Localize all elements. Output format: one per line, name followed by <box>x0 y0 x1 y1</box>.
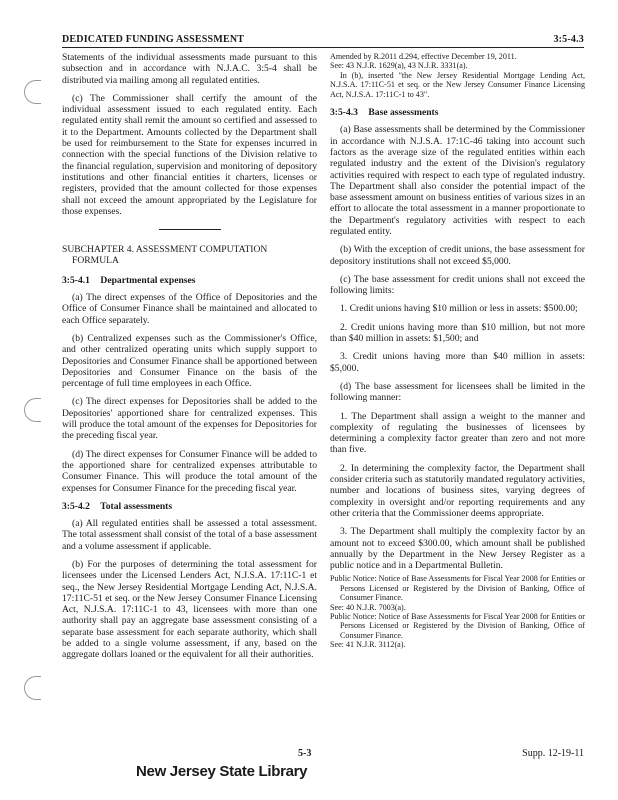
section-heading <box>62 501 317 512</box>
supplement-date: Supp. 12-19-11 <box>522 748 584 759</box>
paragraph: (d) The base assessment for licensees shall be limited in the following manner: <box>330 380 585 404</box>
paragraph: (b) For the purposes of determining the total assessment for licensees under the Licensed Lenders Act, N.J.S.A. 17:11C-1 et seq., the New Jersey Residential Mortgage Lending Act, N.J.S.A. 17:11C-51 et seq. or the New Jersey Consumer Finance Licensing Act, N.J.S.A. 17:11C-1 to 43, licensees with more than one authority shall pay an aggregate base assessment consisting of a separate base assessment for each separate authority, which shall be added to a single volume assessment, if any, based on the aggregate dollars loaned or the equivalent for all their authorities. <box>62 558 317 661</box>
paragraph: (c) The Commissioner shall certify the amount of the individual assessment issued to each regulated entity. Each regulated entity shall remit the amount so certified and assessed to it to the Department. Amounts collected by the Department shall be used for reimbursement to the State for expenses incurred in connection with the special functions of the Division relative to the financial regulation, supervision and monitoring of depository institutions and other financial entities it charters, licenses or registers, provided that the amount collected for those expenses shall not exceed the amount appropriated by the Legislature for those expenses. <box>62 92 317 217</box>
public-notice: Public Notice: Notice of Base Assessments for Fiscal Year 2008 for Entities or Persons Licensed or Registered by the Division of Banking, Office of Consumer Finance. <box>330 612 585 640</box>
punch-hole-mark <box>24 80 41 104</box>
section-heading <box>330 107 585 118</box>
paragraph: (a) The direct expenses of the Office of Depositories and the Office of Consumer Finance shall be maintained and allocated to each Office separately. <box>62 292 317 326</box>
right-column <box>330 52 585 650</box>
punch-hole-mark <box>24 676 41 700</box>
section-title: Total assessments <box>100 500 173 512</box>
history-note: See: 43 N.J.R. 1629(a), 43 N.J.R. 3331(a). <box>330 61 468 71</box>
left-column <box>62 52 317 668</box>
list-item: 1. Credit unions having $10 million or less in assets: $500.00; <box>340 303 578 315</box>
history-note: Amended by R.2011 d.294, effective December 19, 2011. <box>330 52 517 61</box>
subchapter-heading <box>62 244 317 267</box>
paragraph: (b) Centralized expenses such as the Commissioner's Office, and other centralized operating units which supply support to Depositories and Consumer Finance shall be apportioned between Depositories and Consumer Finance on the basis of the percentage of full time employees in each Office. <box>62 332 317 390</box>
paragraph: (a) Base assessments shall be determined by the Commissioner in accordance with N.J.S.A. 17:1C-46 taking into account such factors as the average size of the regulated entities within each regulated industry and the extent of the Division's regulatory activities required with respect to each type of regulated industry. The Department shall also consider the potential impact of the base assessment amount on business entities of various sizes in an effort to allocate the total assessment in a manner proportionate to the Department's regulatory activities with respect to each regulated entity. <box>330 124 585 237</box>
punch-hole-mark <box>24 398 41 422</box>
subchapter-title-cont: FORMULA <box>72 255 119 267</box>
list-item: 3. The Department shall multiply the complexity factor by an amount not to exceed $300.00, which amount shall be published annually by the Department in the New Jersey Register as a public notice and in a Departmental Bulletin. <box>330 526 585 572</box>
public-notice: Public Notice: Notice of Base Assessments for Fiscal Year 2008 for Entities or Persons Licensed or Registered by the Division of Banking, Office of Consumer Finance. <box>330 574 585 603</box>
header-title: DEDICATED FUNDING ASSESSMENT <box>62 34 245 45</box>
section-number: 3:5-4.1 <box>62 274 90 286</box>
library-watermark: New Jersey State Library <box>136 763 308 780</box>
running-header <box>62 34 584 48</box>
list-item: 2. In determining the complexity factor, the Department shall consider criteria such as statutorily mandated regulatory activities, number and locations of business sites, varying degrees of complexity in oversight and/or reporting requirements and any other criteria that the Commissioner deems appropriate. <box>330 462 585 519</box>
paragraph: (d) The direct expenses for Consumer Finance will be added to the apportioned share for centralized expenses attributable to Consumer Finance. This will produce the total amount of the expenses for Consumer Finance for the preceding fiscal year. <box>62 448 317 494</box>
section-divider <box>159 229 221 230</box>
paragraph: (c) The base assessment for credit unions shall not exceed the following limits: <box>330 273 585 297</box>
section-title: Departmental expenses <box>100 274 196 286</box>
paragraph: (b) With the exception of credit unions, the base assessment for depository institutions shall not exceed $5,000. <box>330 244 585 267</box>
paragraph: Statements of the individual assessments made pursuant to this subsection and in accordance with N.J.A.C. 3:5-4 shall be distributed via mailing among all regulated entities. <box>62 52 317 86</box>
section-title: Base assessments <box>368 107 439 119</box>
history-note: In (b), inserted "the New Jersey Residential Mortgage Lending Act, N.J.S.A. 17:11C-51 et seq. or the New Jersey Consumer Finance Licensing Act, N.J.S.A. 17:11C-1 to 43". <box>330 70 585 99</box>
list-item: 2. Credit unions having more than $10 million, but not more than $40 million in assets: $1,500; and <box>330 321 585 345</box>
public-notice-citation: See: 40 N.J.R. 7003(a). <box>330 602 406 612</box>
subchapter-title: SUBCHAPTER 4. ASSESSMENT COMPUTATION <box>62 244 268 256</box>
paragraph: (c) The direct expenses for Depositories shall be added to the Depositories' apportioned share for centralized expenses. This will produce the total amount of the expenses for Depositories for the preceding fiscal year. <box>62 396 317 442</box>
section-heading <box>62 275 317 286</box>
section-number: 3:5-4.3 <box>330 107 358 119</box>
list-item: 1. The Department shall assign a weight to the manner and complexity of regulating the businesses of licensees by determining a complexity factor greater than zero and not more than five. <box>330 410 585 456</box>
page-number: 5-3 <box>298 748 312 759</box>
list-item: 3. Credit unions having more than $40 million in assets: $5,000. <box>330 351 585 374</box>
section-number: 3:5-4.2 <box>62 500 90 512</box>
public-notice-citation: See: 41 N.J.R. 3112(a). <box>330 640 406 650</box>
paragraph: (a) All regulated entities shall be assessed a total assessment. The total assessment shall consist of the total of a base assessment and a volume assessment if applicable. <box>62 518 317 552</box>
header-section: 3:5-4.3 <box>553 34 584 45</box>
